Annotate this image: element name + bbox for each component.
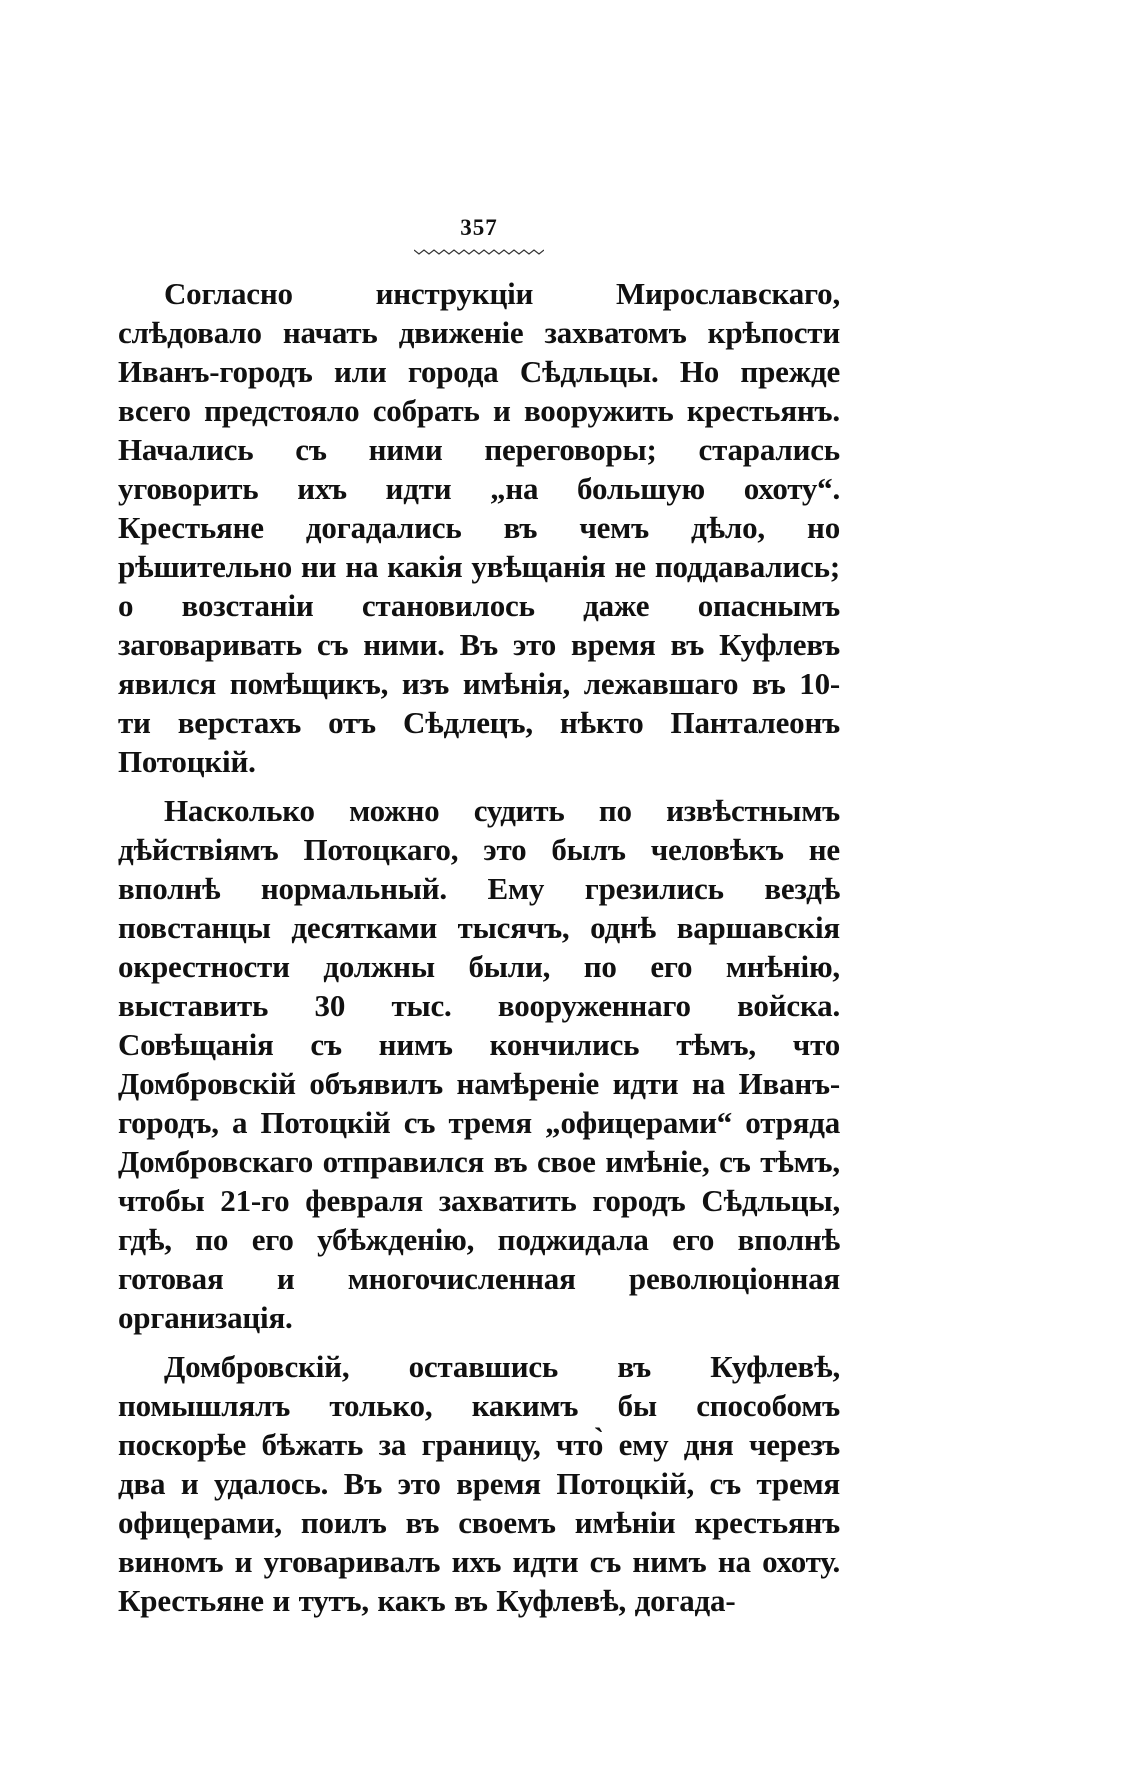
page-number: 357 xyxy=(460,215,498,240)
paragraph-3: Домбровскiй, оставшись въ Куфлевѣ, помышлялъ только, какимъ бы способомъ поскорѣе бѣжать за границу, что̀ ему дня черезъ два и удалось. Въ это время Потоцкiй, съ тремя офицерами, поилъ въ своемъ имѣнiи крестьянъ виномъ и уговаривалъ ихъ идти съ нимъ на охоту. Крестьяне и тутъ, какъ въ Куфлевѣ, догада- xyxy=(118,1349,840,1618)
paragraph-2: Насколько можно судить по извѣстнымъ дѣйствiямъ Потоцкаго, это былъ человѣкъ не вполнѣ нормальный. Ему грезились вездѣ повстанцы десятками тысячъ, однѣ варшавскiя окрестности должны были, по его мнѣнiю, выставить 30 тыс. вооруженнаго войска. Совѣщанiя съ нимъ кончились тѣмъ, что Домбровскiй объявилъ намѣренiе идти на Иванъ-городъ, а Потоцкiй съ тремя „офицерами“ отряда Домбровскаго отправился въ свое имѣнiе, съ тѣмъ, чтобы 21-го февраля захватить городъ Сѣдльцы, гдѣ, по его убѣжденiю, поджидала его вполнѣ готовая и многочисленная революцiонная организацiя. xyxy=(118,793,840,1335)
body-text xyxy=(118,274,840,1630)
page-number-ornament xyxy=(414,249,544,255)
book-page xyxy=(118,0,840,1771)
paragraph-1: Согласно инструкцiи Мирославскаго, слѣдовало начать движенiе захватомъ крѣпости Иванъ-городъ или города Сѣдльцы. Но прежде всего предстояло собрать и вооружить крестьянъ. Начались съ ними переговоры; старались уговорить ихъ идти „на большую охоту“. Крестьяне догадались въ чемъ дѣло, но рѣшительно ни на какiя увѣщанiя не поддавались; о возстанiи становилось даже опаснымъ заговаривать съ ними. Въ это время въ Куфлевъ явился помѣщикъ, изъ имѣнiя, лежавшаго въ 10-ти верстахъ отъ Сѣдлецъ, нѣкто Панталеонъ Потоцкiй. xyxy=(118,276,840,779)
